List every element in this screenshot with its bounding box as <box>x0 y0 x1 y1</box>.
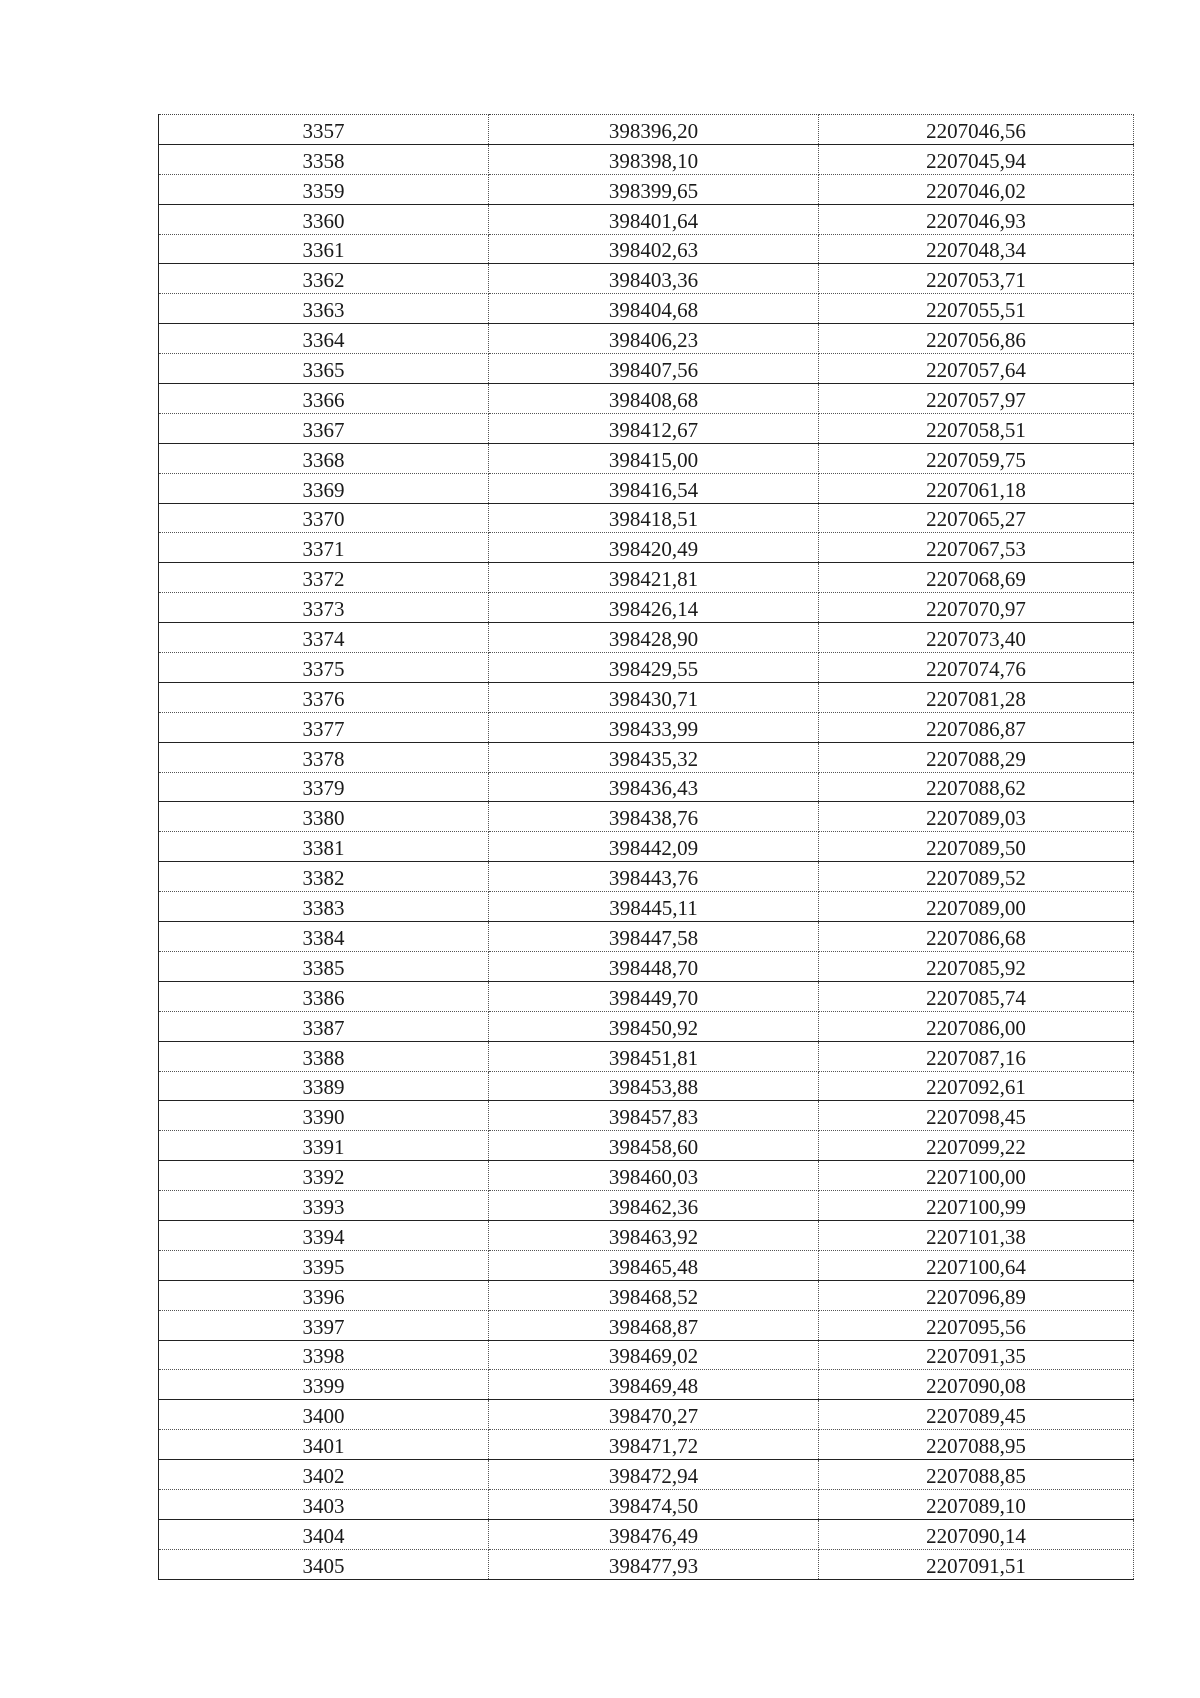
x-coordinate-cell: 398435,32 <box>489 742 819 772</box>
table-row <box>159 115 1134 145</box>
y-coordinate-cell: 2207068,69 <box>819 563 1134 593</box>
y-coordinate-cell: 2207095,56 <box>819 1310 1134 1340</box>
point-number-cell: 3359 <box>159 174 489 204</box>
table-row <box>159 1370 1134 1400</box>
y-coordinate-cell: 2207061,18 <box>819 473 1134 503</box>
y-coordinate-cell: 2207100,64 <box>819 1250 1134 1280</box>
y-coordinate-cell: 2207100,00 <box>819 1161 1134 1191</box>
point-number-cell: 3392 <box>159 1161 489 1191</box>
x-coordinate-cell: 398460,03 <box>489 1161 819 1191</box>
x-coordinate-cell: 398418,51 <box>489 503 819 533</box>
point-number-cell: 3399 <box>159 1370 489 1400</box>
point-number-cell: 3366 <box>159 384 489 414</box>
y-coordinate-cell: 2207096,89 <box>819 1280 1134 1310</box>
point-number-cell: 3402 <box>159 1460 489 1490</box>
point-number-cell: 3393 <box>159 1191 489 1221</box>
x-coordinate-cell: 398401,64 <box>489 204 819 234</box>
table-row <box>159 533 1134 563</box>
table-row <box>159 1191 1134 1221</box>
point-number-cell: 3372 <box>159 563 489 593</box>
x-coordinate-cell: 398457,83 <box>489 1101 819 1131</box>
x-coordinate-cell: 398462,36 <box>489 1191 819 1221</box>
y-coordinate-cell: 2207089,00 <box>819 892 1134 922</box>
x-coordinate-cell: 398474,50 <box>489 1489 819 1519</box>
table-row <box>159 802 1134 832</box>
point-number-cell: 3382 <box>159 862 489 892</box>
y-coordinate-cell: 2207065,27 <box>819 503 1134 533</box>
y-coordinate-cell: 2207048,34 <box>819 234 1134 264</box>
y-coordinate-cell: 2207089,45 <box>819 1400 1134 1430</box>
x-coordinate-cell: 398448,70 <box>489 951 819 981</box>
table-row <box>159 413 1134 443</box>
x-coordinate-cell: 398426,14 <box>489 593 819 623</box>
table-row <box>159 682 1134 712</box>
point-number-cell: 3361 <box>159 234 489 264</box>
x-coordinate-cell: 398450,92 <box>489 1011 819 1041</box>
x-coordinate-cell: 398404,68 <box>489 294 819 324</box>
table-row <box>159 1430 1134 1460</box>
point-number-cell: 3381 <box>159 832 489 862</box>
y-coordinate-cell: 2207090,08 <box>819 1370 1134 1400</box>
coordinates-table <box>158 114 1134 1580</box>
point-number-cell: 3374 <box>159 623 489 653</box>
x-coordinate-cell: 398469,48 <box>489 1370 819 1400</box>
point-number-cell: 3404 <box>159 1519 489 1549</box>
y-coordinate-cell: 2207073,40 <box>819 623 1134 653</box>
point-number-cell: 3391 <box>159 1131 489 1161</box>
table-row <box>159 204 1134 234</box>
table-row <box>159 234 1134 264</box>
x-coordinate-cell: 398443,76 <box>489 862 819 892</box>
y-coordinate-cell: 2207086,87 <box>819 712 1134 742</box>
point-number-cell: 3368 <box>159 443 489 473</box>
table-row <box>159 1340 1134 1370</box>
table-row <box>159 922 1134 952</box>
point-number-cell: 3405 <box>159 1549 489 1579</box>
x-coordinate-cell: 398445,11 <box>489 892 819 922</box>
y-coordinate-cell: 2207089,03 <box>819 802 1134 832</box>
x-coordinate-cell: 398433,99 <box>489 712 819 742</box>
x-coordinate-cell: 398438,76 <box>489 802 819 832</box>
y-coordinate-cell: 2207088,95 <box>819 1430 1134 1460</box>
table-row <box>159 1310 1134 1340</box>
point-number-cell: 3367 <box>159 413 489 443</box>
y-coordinate-cell: 2207098,45 <box>819 1101 1134 1131</box>
table-row <box>159 1041 1134 1071</box>
y-coordinate-cell: 2207046,02 <box>819 174 1134 204</box>
table-row <box>159 324 1134 354</box>
x-coordinate-cell: 398458,60 <box>489 1131 819 1161</box>
y-coordinate-cell: 2207091,51 <box>819 1549 1134 1579</box>
table-row <box>159 832 1134 862</box>
x-coordinate-cell: 398449,70 <box>489 981 819 1011</box>
x-coordinate-cell: 398468,87 <box>489 1310 819 1340</box>
table-row <box>159 443 1134 473</box>
table-row <box>159 563 1134 593</box>
x-coordinate-cell: 398403,36 <box>489 264 819 294</box>
y-coordinate-cell: 2207100,99 <box>819 1191 1134 1221</box>
point-number-cell: 3360 <box>159 204 489 234</box>
point-number-cell: 3380 <box>159 802 489 832</box>
x-coordinate-cell: 398415,00 <box>489 443 819 473</box>
table-row <box>159 951 1134 981</box>
x-coordinate-cell: 398476,49 <box>489 1519 819 1549</box>
y-coordinate-cell: 2207091,35 <box>819 1340 1134 1370</box>
x-coordinate-cell: 398436,43 <box>489 772 819 802</box>
point-number-cell: 3369 <box>159 473 489 503</box>
point-number-cell: 3383 <box>159 892 489 922</box>
x-coordinate-cell: 398406,23 <box>489 324 819 354</box>
table-row <box>159 772 1134 802</box>
y-coordinate-cell: 2207070,97 <box>819 593 1134 623</box>
y-coordinate-cell: 2207059,75 <box>819 443 1134 473</box>
y-coordinate-cell: 2207053,71 <box>819 264 1134 294</box>
y-coordinate-cell: 2207046,56 <box>819 115 1134 145</box>
x-coordinate-cell: 398472,94 <box>489 1460 819 1490</box>
x-coordinate-cell: 398398,10 <box>489 144 819 174</box>
point-number-cell: 3401 <box>159 1430 489 1460</box>
y-coordinate-cell: 2207058,51 <box>819 413 1134 443</box>
table-row <box>159 1131 1134 1161</box>
x-coordinate-cell: 398408,68 <box>489 384 819 414</box>
table-row <box>159 1549 1134 1579</box>
point-number-cell: 3385 <box>159 951 489 981</box>
table-row <box>159 623 1134 653</box>
y-coordinate-cell: 2207088,85 <box>819 1460 1134 1490</box>
point-number-cell: 3396 <box>159 1280 489 1310</box>
x-coordinate-cell: 398412,67 <box>489 413 819 443</box>
point-number-cell: 3403 <box>159 1489 489 1519</box>
table-row <box>159 144 1134 174</box>
y-coordinate-cell: 2207089,10 <box>819 1489 1134 1519</box>
point-number-cell: 3370 <box>159 503 489 533</box>
x-coordinate-cell: 398453,88 <box>489 1071 819 1101</box>
point-number-cell: 3390 <box>159 1101 489 1131</box>
table-row <box>159 1101 1134 1131</box>
table-row <box>159 1220 1134 1250</box>
table-row <box>159 892 1134 922</box>
x-coordinate-cell: 398447,58 <box>489 922 819 952</box>
point-number-cell: 3364 <box>159 324 489 354</box>
y-coordinate-cell: 2207086,00 <box>819 1011 1134 1041</box>
x-coordinate-cell: 398442,09 <box>489 832 819 862</box>
table-row <box>159 1280 1134 1310</box>
point-number-cell: 3384 <box>159 922 489 952</box>
y-coordinate-cell: 2207046,93 <box>819 204 1134 234</box>
y-coordinate-cell: 2207055,51 <box>819 294 1134 324</box>
x-coordinate-cell: 398430,71 <box>489 682 819 712</box>
table-row <box>159 264 1134 294</box>
coordinates-table-body <box>159 115 1134 1580</box>
table-row <box>159 473 1134 503</box>
table-row <box>159 1400 1134 1430</box>
point-number-cell: 3371 <box>159 533 489 563</box>
point-number-cell: 3379 <box>159 772 489 802</box>
y-coordinate-cell: 2207092,61 <box>819 1071 1134 1101</box>
y-coordinate-cell: 2207057,64 <box>819 354 1134 384</box>
table-row <box>159 593 1134 623</box>
y-coordinate-cell: 2207099,22 <box>819 1131 1134 1161</box>
y-coordinate-cell: 2207089,50 <box>819 832 1134 862</box>
point-number-cell: 3400 <box>159 1400 489 1430</box>
x-coordinate-cell: 398428,90 <box>489 623 819 653</box>
point-number-cell: 3387 <box>159 1011 489 1041</box>
point-number-cell: 3373 <box>159 593 489 623</box>
y-coordinate-cell: 2207085,92 <box>819 951 1134 981</box>
x-coordinate-cell: 398416,54 <box>489 473 819 503</box>
y-coordinate-cell: 2207081,28 <box>819 682 1134 712</box>
table-row <box>159 503 1134 533</box>
x-coordinate-cell: 398469,02 <box>489 1340 819 1370</box>
point-number-cell: 3363 <box>159 294 489 324</box>
table-row <box>159 1460 1134 1490</box>
table-row <box>159 862 1134 892</box>
point-number-cell: 3398 <box>159 1340 489 1370</box>
y-coordinate-cell: 2207088,62 <box>819 772 1134 802</box>
point-number-cell: 3365 <box>159 354 489 384</box>
table-row <box>159 384 1134 414</box>
point-number-cell: 3357 <box>159 115 489 145</box>
x-coordinate-cell: 398421,81 <box>489 563 819 593</box>
table-row <box>159 354 1134 384</box>
table-row <box>159 1250 1134 1280</box>
table-row <box>159 1519 1134 1549</box>
table-row <box>159 742 1134 772</box>
point-number-cell: 3378 <box>159 742 489 772</box>
table-row <box>159 981 1134 1011</box>
x-coordinate-cell: 398402,63 <box>489 234 819 264</box>
point-number-cell: 3376 <box>159 682 489 712</box>
x-coordinate-cell: 398465,48 <box>489 1250 819 1280</box>
y-coordinate-cell: 2207056,86 <box>819 324 1134 354</box>
table-row <box>159 294 1134 324</box>
y-coordinate-cell: 2207101,38 <box>819 1220 1134 1250</box>
y-coordinate-cell: 2207090,14 <box>819 1519 1134 1549</box>
point-number-cell: 3397 <box>159 1310 489 1340</box>
y-coordinate-cell: 2207057,97 <box>819 384 1134 414</box>
point-number-cell: 3386 <box>159 981 489 1011</box>
y-coordinate-cell: 2207086,68 <box>819 922 1134 952</box>
x-coordinate-cell: 398429,55 <box>489 653 819 683</box>
y-coordinate-cell: 2207089,52 <box>819 862 1134 892</box>
x-coordinate-cell: 398463,92 <box>489 1220 819 1250</box>
x-coordinate-cell: 398399,65 <box>489 174 819 204</box>
x-coordinate-cell: 398396,20 <box>489 115 819 145</box>
x-coordinate-cell: 398451,81 <box>489 1041 819 1071</box>
point-number-cell: 3362 <box>159 264 489 294</box>
table-row <box>159 1011 1134 1041</box>
y-coordinate-cell: 2207067,53 <box>819 533 1134 563</box>
x-coordinate-cell: 398407,56 <box>489 354 819 384</box>
table-row <box>159 712 1134 742</box>
x-coordinate-cell: 398477,93 <box>489 1549 819 1579</box>
y-coordinate-cell: 2207085,74 <box>819 981 1134 1011</box>
table-row <box>159 1071 1134 1101</box>
point-number-cell: 3358 <box>159 144 489 174</box>
y-coordinate-cell: 2207074,76 <box>819 653 1134 683</box>
point-number-cell: 3375 <box>159 653 489 683</box>
table-row <box>159 1489 1134 1519</box>
point-number-cell: 3388 <box>159 1041 489 1071</box>
point-number-cell: 3395 <box>159 1250 489 1280</box>
y-coordinate-cell: 2207087,16 <box>819 1041 1134 1071</box>
point-number-cell: 3389 <box>159 1071 489 1101</box>
table-row <box>159 174 1134 204</box>
table-row <box>159 1161 1134 1191</box>
x-coordinate-cell: 398471,72 <box>489 1430 819 1460</box>
y-coordinate-cell: 2207088,29 <box>819 742 1134 772</box>
y-coordinate-cell: 2207045,94 <box>819 144 1134 174</box>
x-coordinate-cell: 398468,52 <box>489 1280 819 1310</box>
point-number-cell: 3377 <box>159 712 489 742</box>
table-row <box>159 653 1134 683</box>
point-number-cell: 3394 <box>159 1220 489 1250</box>
x-coordinate-cell: 398470,27 <box>489 1400 819 1430</box>
x-coordinate-cell: 398420,49 <box>489 533 819 563</box>
